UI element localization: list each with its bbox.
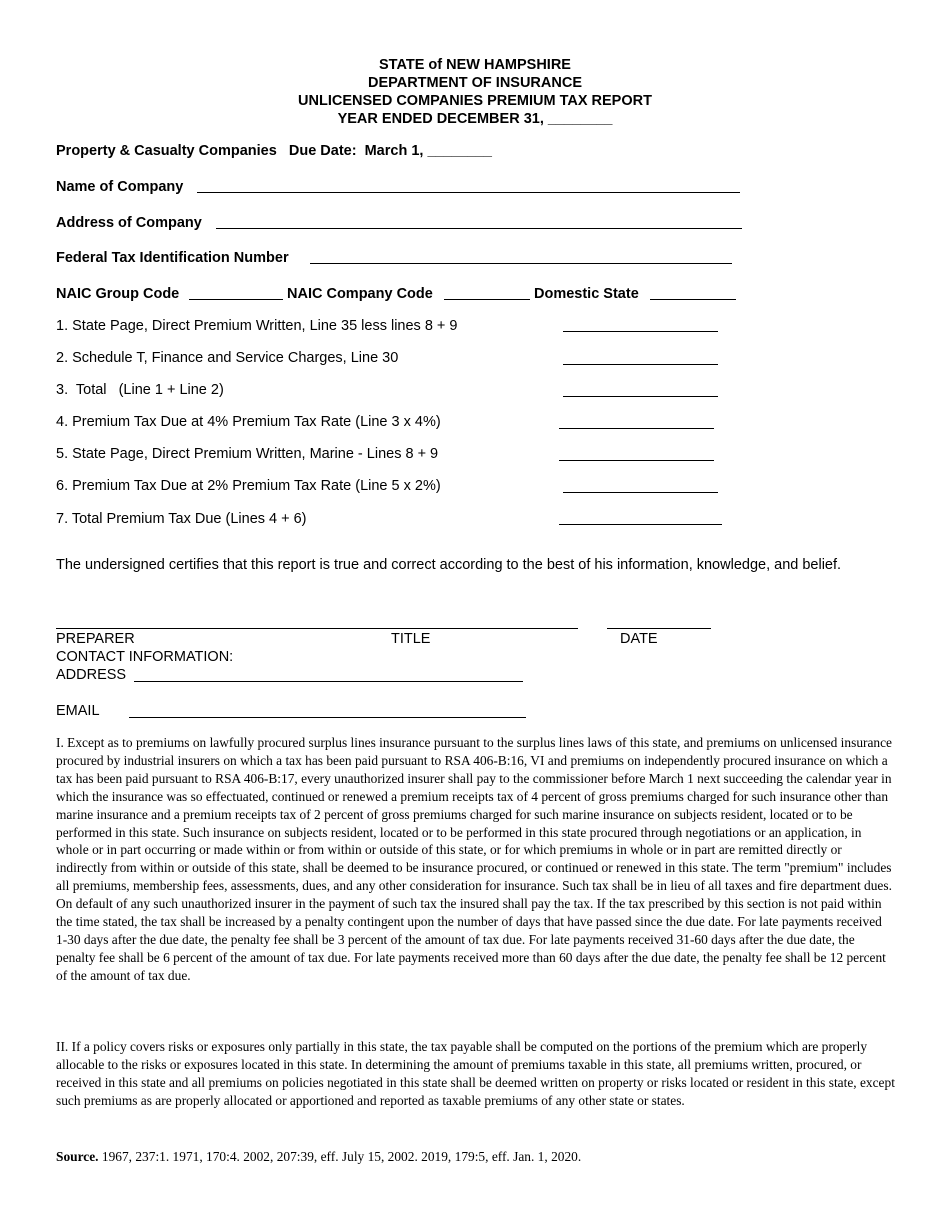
- statute-paragraph-2: II. If a policy covers risks or exposures only partially in this state, the tax payable shall be computed on the portions of the premium which are properly allocable to the risks or exposures located in this state. In determining the amount of premiums taxable in this state, all premiums written, procured, or received in this state and all premiums on policies negotiated in this state shall be deemed written on property or risks located or resident in this state, except such premiums as are properly allocated or apportioned and reported as taxable premiums of any other state or states.: [56, 1039, 895, 1108]
- line-item-7: 7. Total Premium Tax Due (Lines 4 + 6): [56, 511, 307, 527]
- domestic-state-label: Domestic State: [534, 286, 639, 302]
- naic-company-field[interactable]: [444, 299, 530, 300]
- line-item-2-field[interactable]: [563, 364, 718, 365]
- company-name-label: Name of Company: [56, 179, 184, 195]
- email-label: EMAIL: [56, 703, 100, 719]
- source-label: Source.: [56, 1149, 99, 1164]
- header-state: STATE of NEW HAMPSHIRE: [379, 57, 571, 73]
- fein-field[interactable]: [310, 263, 732, 264]
- line-item-1: 1. State Page, Direct Premium Written, Line 35 less lines 8 + 9: [56, 318, 458, 334]
- address-field[interactable]: [134, 681, 523, 682]
- statute-paragraph-1: I. Except as to premiums on lawfully procured surplus lines insurance pursuant to the surplus lines laws of this state, and premiums on unlicensed insurance procured by industrial insurers on which a tax has been paid pursuant to RSA 406-B:16, VI and premiums on independently procured insurance on which a tax has been paid pursuant to RSA 406-B:17, every unauthorized insurer shall pay to the commissioner before March 1 next succeeding the calendar year in which the insurance was so effectuated, continued or renewed a premium receipts tax of 4 percent of gross premiums charged for such insurance other than marine insurance and a premium receipts tax of 2 percent of gross premiums charged for such marine insurance on subjects resident, located or to be performed in this state. Such insurance on subjects resident, located or to be performed in this state procured through negotiations or an application, in whole or in part occurring or made within or from within or outside of this state, or for which premiums in whole or in part are remitted directly or indirectly from within or outside of this state, shall be deemed to be insurance procured, or continued or renewed in this state. The term "premium" includes all premiums, membership fees, assessments, dues, and any other consideration for insurance. Such tax shall be in lieu of all taxes and fire department dues. On default of any such unauthorized insurer in the payment of such tax the insured shall pay the tax. If the tax prescribed by this section is not paid within the time stated, the tax shall be increased by a penalty contingent upon the number of days that have passed since the due date. For late payments received 1-30 days after the due date, the penalty fee shall be 3 percent of the amount of tax due. For late payments received 31-60 days after the due date, the penalty fee shall be 6 percent of the amount of tax due. For late payments received more than 60 days after the due date, the penalty fee shall be 12 percent of the amount of tax due.: [56, 735, 892, 983]
- naic-group-field[interactable]: [189, 299, 283, 300]
- due-date-line: Property & Casualty Companies Due Date: March 1, ________: [56, 143, 492, 159]
- source-citation: [56, 1149, 581, 1165]
- line-item-2: 2. Schedule T, Finance and Service Charges, Line 30: [56, 350, 399, 366]
- line-item-1-field[interactable]: [563, 331, 718, 332]
- date-signature-line[interactable]: [607, 628, 711, 629]
- line-item-6-field[interactable]: [563, 492, 718, 493]
- address-label: ADDRESS: [56, 667, 127, 683]
- title-label: TITLE: [391, 631, 431, 647]
- line-item-4: 4. Premium Tax Due at 4% Premium Tax Rate (Line 3 x 4%): [56, 414, 441, 430]
- certification-statement: The undersigned certifies that this report is true and correct according to the best of his information, knowledge, and belief.: [56, 557, 842, 573]
- report-header: [0, 56, 950, 128]
- line-item-6: 6. Premium Tax Due at 2% Premium Tax Rate (Line 5 x 2%): [56, 478, 441, 494]
- line-item-3-field[interactable]: [563, 396, 718, 397]
- source-text: 1967, 237:1. 1971, 170:4. 2002, 207:39, eff. July 15, 2002. 2019, 179:5, eff. Jan. 1, 2020.: [98, 1149, 582, 1164]
- company-name-field[interactable]: [197, 192, 740, 193]
- header-report-title: UNLICENSED COMPANIES PREMIUM TAX REPORT: [298, 93, 652, 109]
- company-address-label: Address of Company: [56, 215, 202, 231]
- preparer-signature-line[interactable]: [56, 628, 578, 629]
- line-item-5: 5. State Page, Direct Premium Written, Marine - Lines 8 + 9: [56, 446, 439, 462]
- fein-label: Federal Tax Identification Number: [56, 250, 289, 266]
- preparer-label: PREPARER: [56, 631, 135, 647]
- header-year-ended: YEAR ENDED DECEMBER 31, ________: [337, 111, 613, 127]
- contact-information-label: CONTACT INFORMATION:: [56, 649, 234, 665]
- line-item-4-field[interactable]: [559, 428, 714, 429]
- line-item-3: 3. Total (Line 1 + Line 2): [56, 382, 224, 398]
- line-item-5-field[interactable]: [559, 460, 714, 461]
- date-label: DATE: [620, 631, 658, 647]
- email-field[interactable]: [129, 717, 526, 718]
- header-department: DEPARTMENT OF INSURANCE: [367, 75, 582, 91]
- line-item-7-field[interactable]: [559, 524, 722, 525]
- company-address-field[interactable]: [216, 228, 742, 229]
- naic-company-label: NAIC Company Code: [287, 286, 433, 302]
- naic-group-label: NAIC Group Code: [56, 286, 180, 302]
- domestic-state-field[interactable]: [650, 299, 736, 300]
